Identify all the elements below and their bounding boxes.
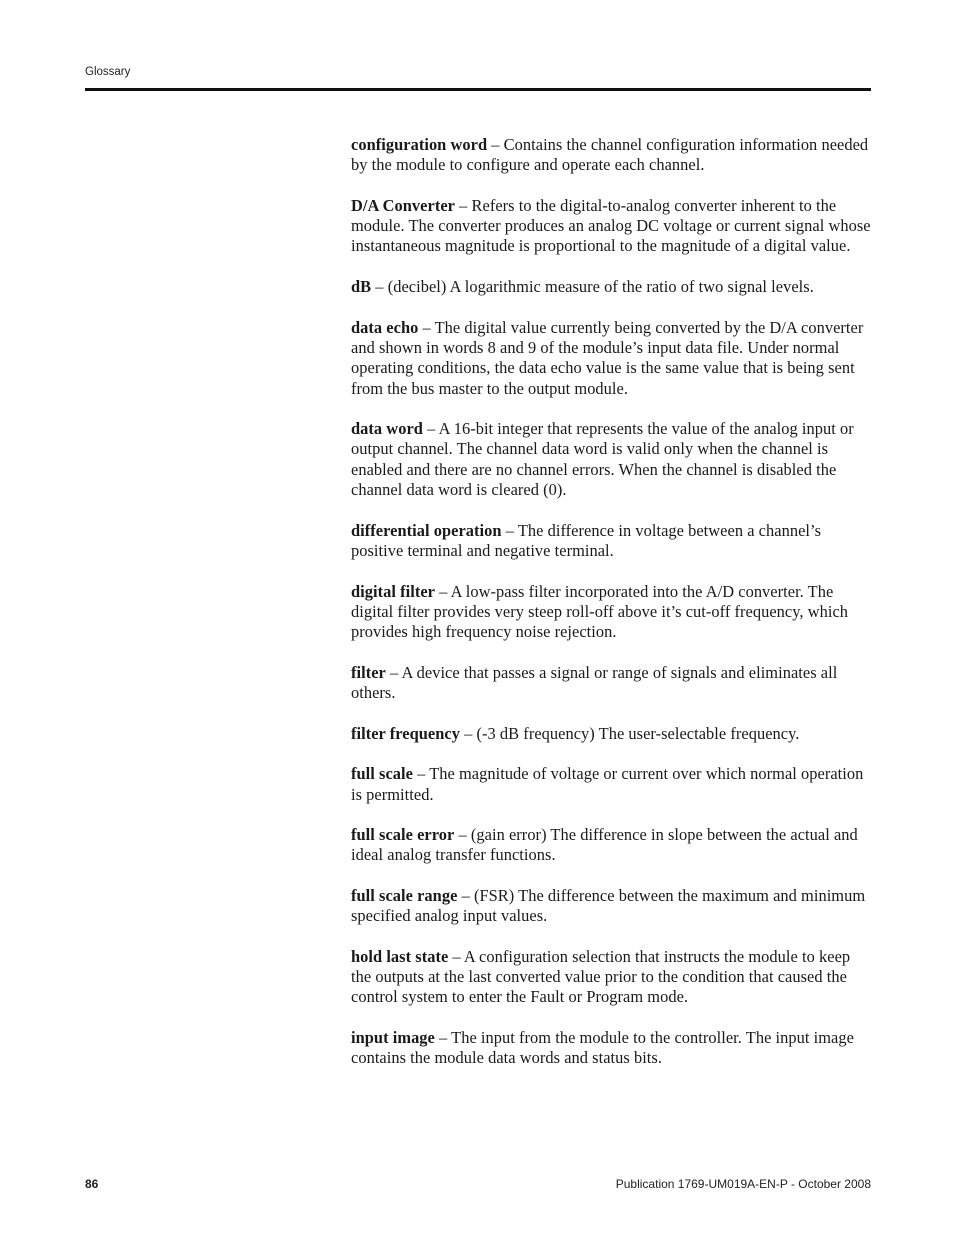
glossary-definition: – (decibel) A logarithmic measure of the ratio of two signal levels.: [371, 277, 814, 297]
glossary-definition: – The input from the module to the controller. The input image contains the module data words and status bits.: [351, 1028, 854, 1068]
glossary-term: full scale range: [351, 885, 458, 905]
glossary-term: filter frequency: [351, 723, 460, 743]
glossary-entry: [351, 724, 873, 744]
glossary-term: D/A Converter: [351, 195, 455, 215]
glossary-term: filter: [351, 662, 386, 682]
publication-info: Publication 1769-UM019A-EN-P - October 2008: [615, 1177, 871, 1191]
glossary-entry: [351, 196, 873, 257]
page-number: 86: [85, 1177, 99, 1191]
glossary-entry: [351, 1028, 873, 1069]
glossary-list: [351, 135, 873, 1089]
glossary-entry: [351, 947, 873, 1008]
glossary-definition: – A configuration selection that instructs the module to keep the outputs at the last converted value prior to the condition that caused the control system to enter the Fault or Program mode.: [351, 946, 851, 1007]
header-rule: [85, 88, 871, 91]
glossary-definition: – A low-pass filter incorporated into the A/D converter. The digital filter provides very steep roll-off above it’s cut-off frequency, which provides high frequency noise rejection.: [351, 581, 849, 642]
glossary-entry: [351, 886, 873, 927]
glossary-entry: [351, 135, 873, 176]
running-header: Glossary: [85, 66, 131, 78]
glossary-definition: – A device that passes a signal or range of signals and eliminates all others.: [351, 662, 838, 703]
glossary-term: full scale: [351, 764, 413, 784]
glossary-entry: [351, 663, 873, 704]
glossary-entry: [351, 764, 873, 805]
glossary-definition: – The difference in voltage between a channel’s positive terminal and negative terminal.: [351, 520, 822, 560]
glossary-term: dB: [351, 277, 372, 297]
glossary-term: data echo: [351, 317, 419, 337]
glossary-definition: – A 16-bit integer that represents the value of the analog input or output channel. The channel data word is valid only when the channel is enabled and there are no channel errors. When the channel is disabled the channel data word is cleared (0).: [351, 419, 854, 500]
glossary-definition: – Contains the channel configuration information needed by the module to configure and operate each channel.: [351, 135, 869, 175]
glossary-definition: – (gain error) The difference in slope between the actual and ideal analog transfer functions.: [351, 825, 858, 865]
glossary-definition: – The digital value currently being converted by the D/A converter and shown in words 8 and 9 of the module’s input data file. Under normal operating conditions, the data echo value is the same value that is being sent from the bus master to the output module.: [351, 317, 864, 398]
glossary-term: input image: [351, 1028, 435, 1048]
glossary-term: differential operation: [351, 520, 502, 540]
glossary-entry: [351, 318, 873, 399]
glossary-definition: – Refers to the digital-to-analog converter inherent to the module. The converter produces an analog DC voltage or current signal whose instantaneous magnitude is proportional to the magnitude of a digital value.: [351, 195, 871, 256]
glossary-term: full scale error: [351, 825, 455, 845]
glossary-entry: [351, 582, 873, 643]
glossary-term: digital filter: [351, 581, 435, 601]
glossary-term: hold last state: [351, 946, 449, 966]
glossary-term: configuration word: [351, 135, 488, 154]
glossary-term: data word: [351, 419, 423, 439]
glossary-entry: [351, 277, 873, 297]
glossary-entry: [351, 419, 873, 500]
glossary-definition: – (FSR) The difference between the maximum and minimum specified analog input values.: [351, 885, 866, 926]
glossary-definition: – (-3 dB frequency) The user-selectable frequency.: [459, 723, 800, 743]
glossary-entry: [351, 825, 873, 866]
glossary-entry: [351, 521, 873, 562]
glossary-definition: – The magnitude of voltage or current over which normal operation is permitted.: [351, 764, 864, 804]
